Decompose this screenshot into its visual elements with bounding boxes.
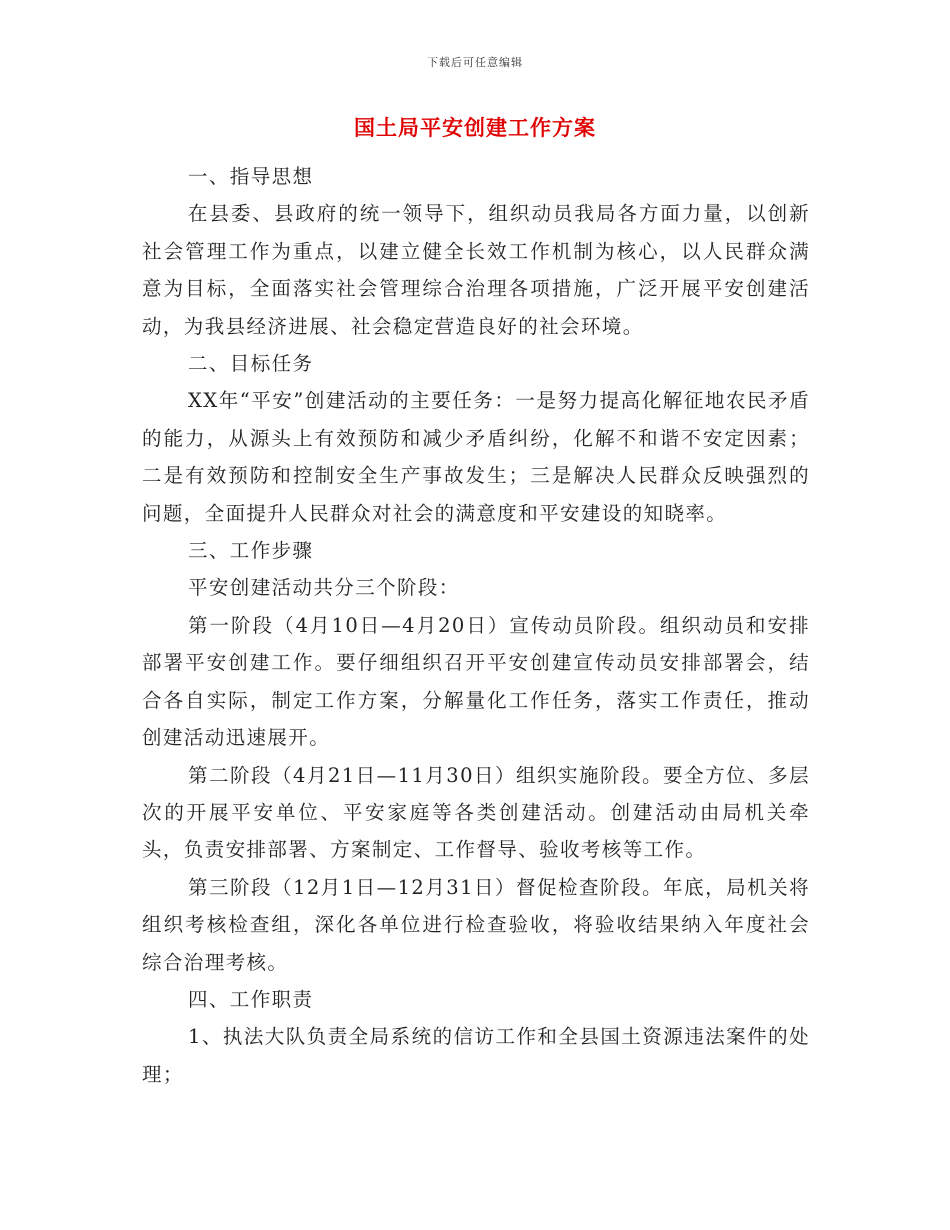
paragraph-stage-two: 第二阶段（4月21日—11月30日）组织实施阶段。要全方位、多层次的开展平安单位、平安家庭等各类创建活动。创建活动由局机关牵头，负责安排部署、方案制定、工作督导、验收考核等工作。 [142,763,810,862]
section-heading-guiding-ideology: 一、指导思想 [188,165,314,188]
paragraph-responsibility-one: 1、执法大队负责全局系统的信访工作和全县国土资源违法案件的处理； [142,1025,810,1086]
paragraph-guiding-ideology: 在县委、县政府的统一领导下，组织动员我局各方面力量，以创新社会管理工作为重点，以建立健全长效工作机制为核心，以人民群众满意为目标，全面落实社会管理综合治理各项措施，广泛开展平安创建活动，为我县经济进展、社会稳定营造良好的社会环境。 [142,202,810,338]
header-note: 下载后可任意编辑 [427,56,523,69]
document-body [142,158,810,1093]
paragraph-stage-three: 第三阶段（12月1日—12月31日）督促检查阶段。年底，局机关将组织考核检查组，深化各单位进行检查验收，将验收结果纳入年度社会综合治理考核。 [142,875,810,974]
section-heading-goals: 二、目标任务 [188,352,314,376]
document-title: 国土局平安创建工作方案 [354,115,596,140]
section-heading-responsibilities: 四、工作职责 [188,987,314,1011]
paragraph-stages-intro: 平安创建活动共分三个阶段： [188,576,460,600]
paragraph-stage-one: 第一阶段（4月10日—4月20日）宣传动员阶段。组织动员和安排部署平安创建工作。要仔细组织召开平安创建宣传动员安排部署会，结合各自实际，制定工作方案，分解量化工作任务，落实工作责任，推动创建活动迅速展开。 [142,613,810,750]
section-heading-work-steps: 三、工作步骤 [188,539,314,563]
paragraph-goals: XX年“平安”创建活动的主要任务：一是努力提高化解征地农民矛盾的能力，从源头上有效预防和减少矛盾纠纷，化解不和谐不安定因素；二是有效预防和控制安全生产事故发生；三是解决人民群众反映强烈的问题，全面提升人民群众对社会的满意度和平安建设的知晓率。 [142,389,810,525]
